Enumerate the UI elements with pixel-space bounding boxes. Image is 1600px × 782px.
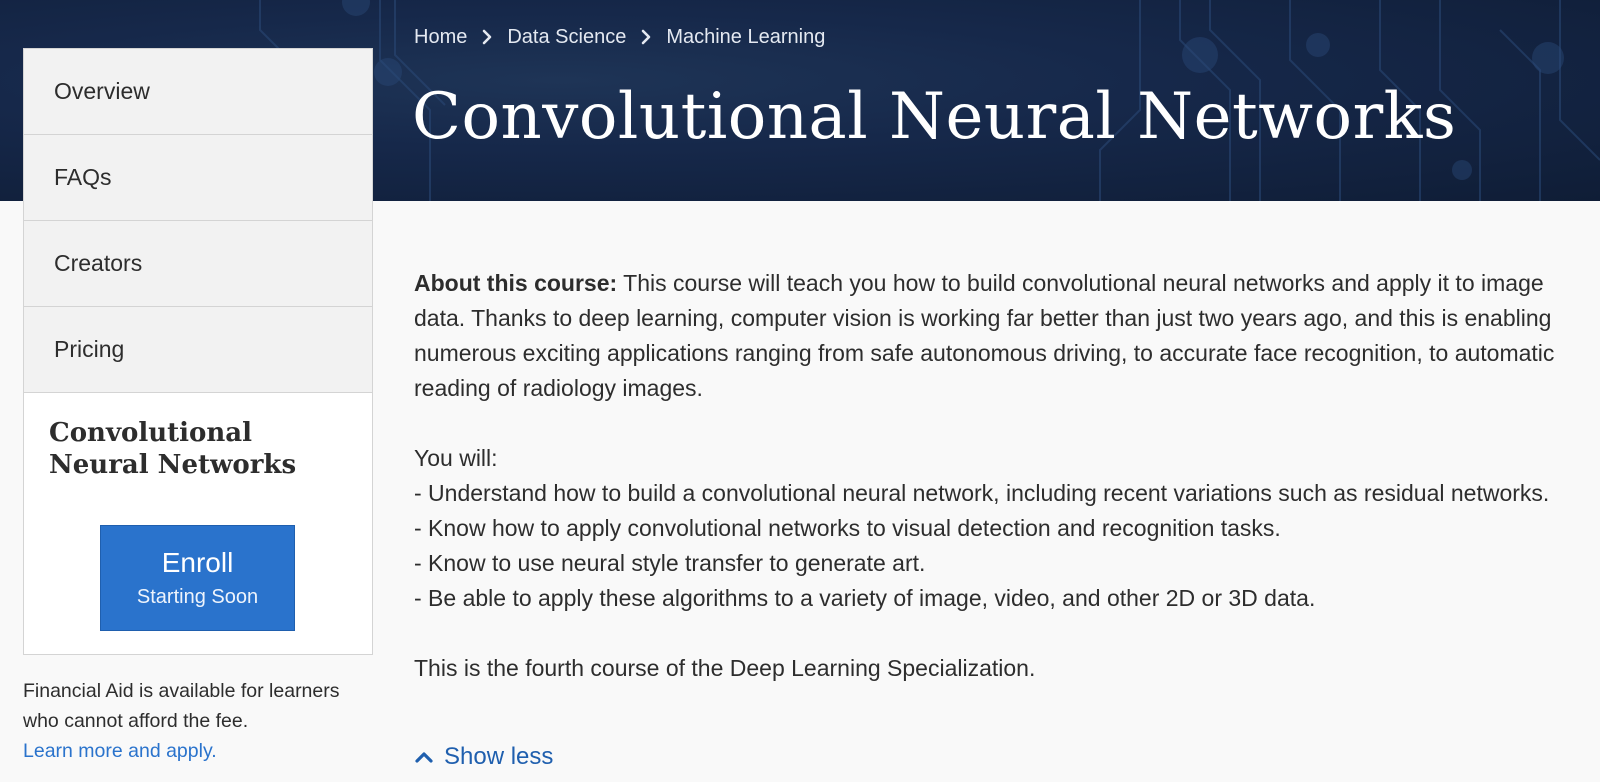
chevron-right-icon [467, 29, 507, 45]
sidebar-item-pricing[interactable] [23, 307, 373, 393]
sidebar-item-creators[interactable] [23, 221, 373, 307]
closing-text: This is the fourth course of the Deep Learning Specialization. [414, 655, 1036, 681]
enroll-button[interactable] [100, 525, 295, 631]
course-card-title: Convolutional Neural Networks [49, 418, 297, 480]
list-item: - Know to use neural style transfer to generate art. [414, 550, 926, 576]
course-description [414, 266, 1584, 686]
breadcrumb-machine-learning[interactable]: Machine Learning [666, 25, 826, 48]
enroll-card [23, 393, 373, 655]
about-intro: This course will teach you how to build convolutional neural networks and apply it to image data. Thanks to deep learning, computer vision is working far better than just two years ago, and this is enabling numerous exciting applications ranging from safe autonomous driving, to accurate face recognition, to automatic reading of radiology images. [414, 270, 1555, 401]
list-item: - Be able to apply these algorithms to a variety of image, video, and other 2D or 3D data. [414, 585, 1316, 611]
about-paragraph [414, 266, 1584, 406]
financial-aid-link[interactable]: Learn more and apply. [23, 740, 217, 762]
sidebar [23, 48, 373, 655]
chevron-up-icon [414, 743, 434, 771]
sidebar-item-label: Overview [54, 78, 150, 104]
breadcrumb-home[interactable]: Home [414, 25, 468, 48]
sidebar-item-label: FAQs [54, 164, 112, 190]
enroll-button-sublabel: Starting Soon [136, 586, 259, 608]
list-item: - Know how to apply convolutional networks to visual detection and recognition tasks. [414, 515, 1281, 541]
sidebar-item-overview[interactable] [23, 48, 373, 135]
sidebar-item-label: Pricing [54, 336, 125, 362]
list-item: - Understand how to build a convolutional neural network, including recent variations such as residual networks. [414, 480, 1550, 506]
about-heading: About this course: [414, 270, 618, 296]
sidebar-item-label: Creators [54, 250, 143, 276]
chevron-right-icon [626, 29, 666, 45]
show-less-button[interactable] [414, 740, 553, 774]
financial-aid-text: Financial Aid is available for learners who cannot afford the fee. [23, 680, 340, 732]
sidebar-item-faqs[interactable] [23, 135, 373, 221]
breadcrumb [414, 24, 825, 50]
page-title: Convolutional Neural Networks [412, 80, 1457, 154]
you-will-heading: You will: [414, 445, 498, 471]
show-less-label: Show less [444, 743, 554, 770]
breadcrumb-data-science[interactable]: Data Science [507, 25, 627, 48]
financial-aid-notice [23, 676, 373, 766]
enroll-button-label: Enroll [161, 547, 234, 578]
